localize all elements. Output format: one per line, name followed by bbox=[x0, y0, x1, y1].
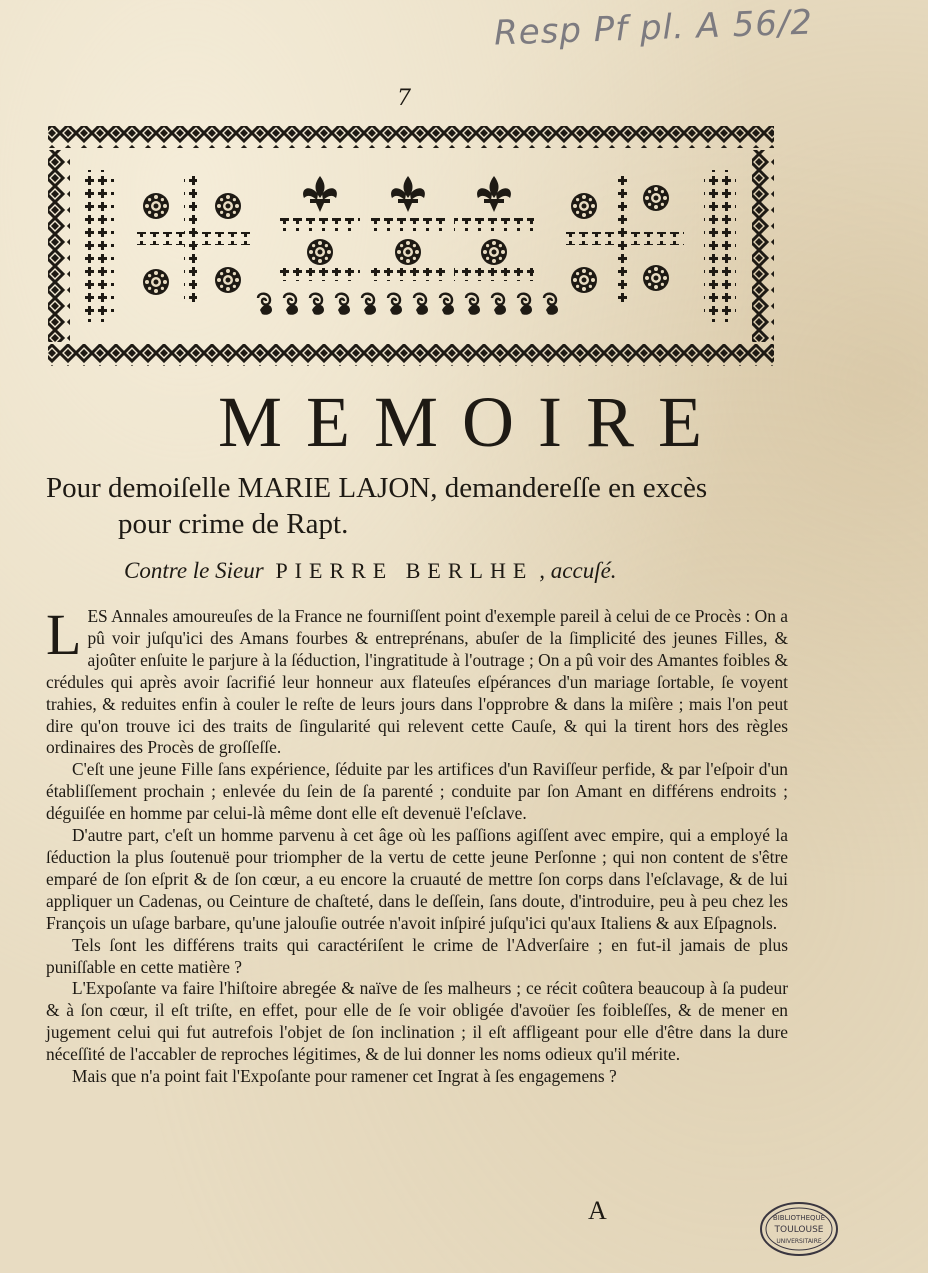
library-stamp bbox=[758, 1200, 840, 1258]
paragraph: C'eſt une jeune Fille ſans expérience, ſéduite par les artifices d'un Raviſſeur perfide, & par l'eſpoir d'un établiſſement prochain ; enlevée du ſein de ſa parenté ; conduite par ſon Amant en différens endroits ; déguiſée en homme par celui-là même dont elle eſt devenuë l'eſclave. bbox=[46, 759, 788, 824]
paragraph: Tels ſont les différens traits qui caractériſent le crime de l'Adverſaire ; en fut-il jamais de plus puniſſable en cette matière ? bbox=[46, 934, 788, 977]
subtitle-line-2: pour crime de Rapt. bbox=[118, 508, 349, 540]
page-number: 7 bbox=[397, 86, 411, 111]
against-suffix: , accuſé. bbox=[539, 558, 617, 583]
signature-mark: A bbox=[588, 1196, 607, 1225]
stamp-line-1: BIBLIOTHEQUE bbox=[772, 1214, 826, 1222]
paragraph-text: ES Annales amoureuſes de la France ne fourniſſent point d'exemple pareil à celui de ce Procès : On a pû voir juſqu'ici des Amans fourbes & entreprénans, abuſer de la ſimplicité des jeunes Filles, & ajoûter enſuite le parjure à la ſéduction, l'ingratitude à l'outrage ; On a pû voir des Amantes foibles & crédules qui après avoir ſacrifié leur honneur aux flateuſes eſpérances d'un mariage ſortable, ſe voyent trahies, & reduites enfin à couler le reſte de leurs jours dans l'opprobre & dans la miſère ; mais l'on peut dire qu'on trouve ici des traits de ſingularité qui relevent cette Cauſe, & qui la tirent hors des règles ordinaires des Procès de groſſeſſe. bbox=[46, 606, 788, 758]
stamp-line-2: TOULOUSE bbox=[774, 1225, 824, 1235]
paragraph: D'autre part, c'eſt un homme parvenu à cet âge où les paſſions agiſſent avec empire, qui a employé la ſéduction la plus ſoutenuë pour triompher de la vertu de cette jeune Perſonne ; qui non content de s'être emparé de ſon eſprit & de ſon cœur, a eu encore la cruauté de mettre ſon corps dans l'eſclavage, & de lui appliquer un Cadenas, ou Ceinture de chaſteté, dans le deſſein, ſans doute, d'introduire, peu à peu chez les François un uſage barbare, qu'une jalouſie outrée n'avoit inſpiré juſqu'ici qu'aux Italiens & aux Eſpagnols. bbox=[46, 825, 788, 933]
defendant-name: PIERRE BERLHE bbox=[275, 558, 534, 583]
against-line bbox=[124, 558, 824, 584]
stamp-line-3: UNIVERSITAIRE bbox=[776, 1238, 822, 1245]
body-text bbox=[46, 602, 788, 1088]
decorative-ornament-banner bbox=[44, 122, 778, 370]
paragraph: Mais que n'a point fait l'Expoſante pour ramener cet Ingrat à ſes engagemens ? bbox=[72, 1066, 617, 1087]
against-prefix: Contre le Sieur bbox=[124, 558, 264, 583]
paragraph bbox=[46, 602, 788, 759]
shelfmark: Resp Pf pl. A 56/2 bbox=[493, 2, 814, 54]
subtitle bbox=[46, 470, 846, 542]
main-title: MEMOIRE bbox=[218, 382, 726, 462]
drop-cap: L bbox=[46, 602, 82, 667]
subtitle-line-1: Pour demoiſelle MARIE LAJON, demandereſſe en excès bbox=[46, 472, 708, 504]
paragraph: L'Expoſante va faire l'hiſtoire abregée & naïve de ſes malheurs ; ce récit coûtera beaucoup à ſa pudeur & à ſon cœur, il eſt triſte, en effet, pour elle de ſe voir obligée d'avoüer ſes foibleſſes, & de mener en jugement celui qui fut autrefois l'objet de ſon inclination ; il eſt affligeant pour elle d'être dans la dure néceſſité de l'accabler de reproches légitimes, & de lui donner les noms odieux qu'il mérite. bbox=[46, 978, 788, 1065]
